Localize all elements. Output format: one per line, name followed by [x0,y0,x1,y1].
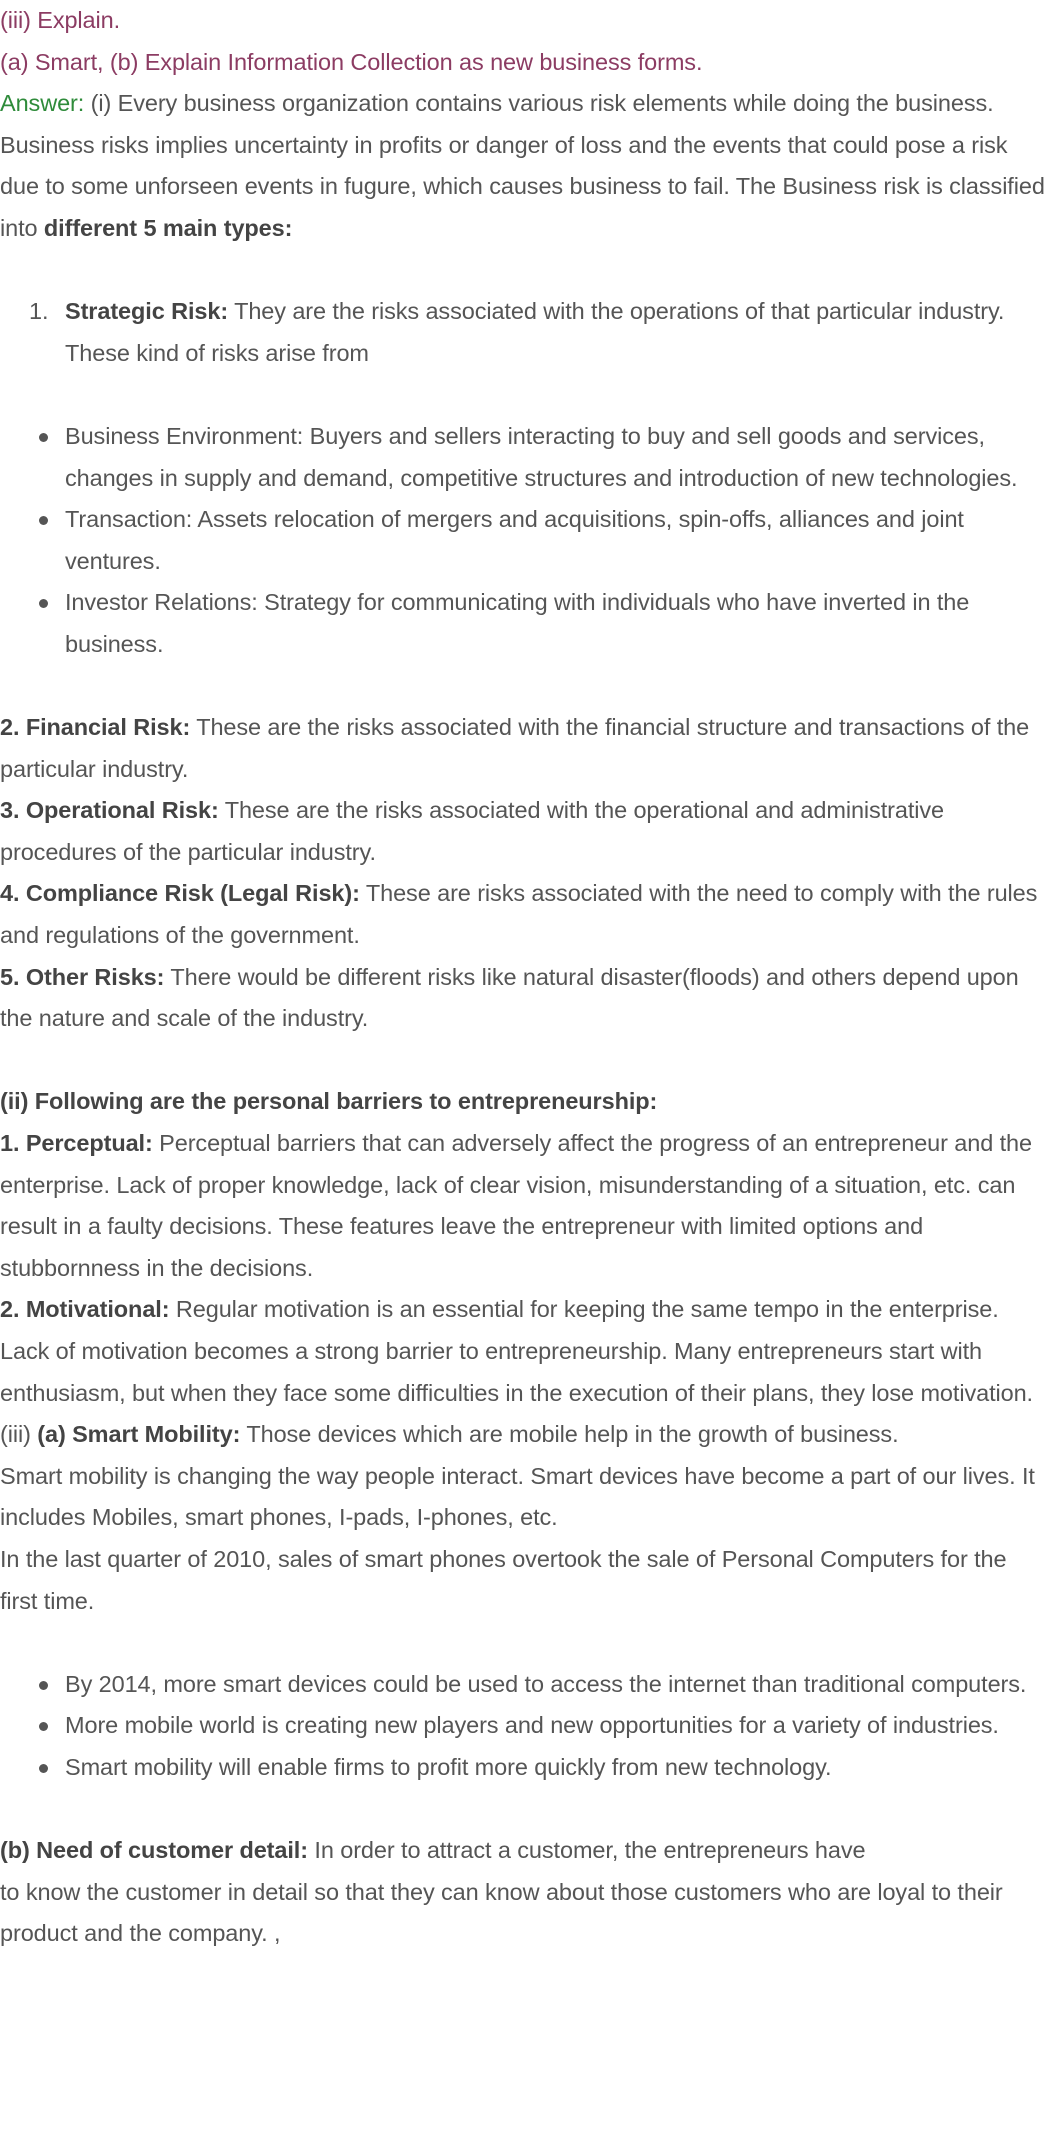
customer-detail-label: (b) Need of customer detail: [0,1837,308,1864]
business-risk-paragraph [0,125,1050,250]
perceptual-text: Perceptual barriers that can adversely affect the progress of an entrepreneur and the enterprise. Lack of proper knowledge, lack of clear vision, misunderstanding of a situation, etc. can result in a faulty decisions. These features leave the entrepreneur with limited options and stubbornness in the decisions. [0,1130,1032,1281]
operational-risk-paragraph [0,790,1050,873]
strategic-risk-label: Strategic Risk: [65,298,229,325]
barriers-heading-text: (ii) Following are the personal barriers to entrepreneurship: [0,1088,658,1115]
smart-mobility-label: (a) Smart Mobility: [37,1421,241,1448]
smart-mobility-paragraph [0,1414,1050,1456]
motivational-paragraph [0,1289,1050,1414]
operational-risk-label: 3. Operational Risk: [0,797,219,824]
answer-label: Answer: [0,90,85,117]
customer-detail-paragraph [0,1830,1050,1872]
strategic-risk-bullets [0,416,1050,666]
compliance-risk-text: These are risks associated with the need to comply with the rules and regulations of the government. [0,880,1038,949]
spacer [0,1040,1050,1082]
barriers-heading [0,1081,1050,1123]
smart-mobility-detail: Smart mobility is changing the way people interact. Smart devices have become a part of our lives. It includes Mobiles, smart phones, I-pads, I-phones, etc. [0,1462,1035,1531]
perceptual-paragraph [0,1123,1050,1289]
list-item: More mobile world is creating new players and new opportunities for a variety of industries. [65,1705,1050,1747]
operational-risk-text: These are the risks associated with the operational and administrative procedures of the particular industry. [0,797,944,865]
customer-detail-continued: to know the customer in detail so that they can know about those customers who are loyal to their product and the company. , [0,1878,1003,1947]
answer-intro [0,83,1050,125]
list-item [29,291,1050,374]
list-number: 1. [29,298,49,325]
risk-types-emphasis: different 5 main types: [43,214,293,241]
smart-mobility-bullets [0,1664,1050,1789]
compliance-risk-label: 4. Compliance Risk (Legal Risk): [0,880,360,907]
other-risks-text: There would be different risks like natural disaster(floods) and others depend upon the nature and scale of the industry. [0,963,1019,1032]
spacer [0,1789,1050,1831]
financial-risk-text: These are the risks associated with the financial structure and transactions of the particular industry. [0,714,1030,782]
motivational-text: Regular motivation is an essential for keeping the same tempo in the enterprise. Lack of motivation becomes a strong barrier to entrepreneurship. Many entrepreneurs start with enthusiasm, but when they face some difficulties in the execution of their plans, they lose motivation. [0,1296,1033,1406]
spacer [0,250,1050,292]
question-text: (a) Smart, (b) Explain Information Collection as new business forms. [0,48,703,75]
smart-phone-sales-paragraph: In the last quarter of 2010, sales of smart phones overtook the sale of Personal Computers for the first time. [0,1545,1007,1614]
list-item: Transaction: Assets relocation of mergers and acquisitions, spin-offs, alliances and joint ventures. [65,499,1050,582]
smart-mobility-text: Those devices which are mobile help in the growth of business. [240,1421,899,1448]
spacer [0,1622,1050,1664]
list-item: By 2014, more smart devices could be used to access the internet than traditional computers. [65,1664,1050,1706]
customer-detail-text: In order to attract a customer, the entrepreneurs have [307,1837,866,1864]
financial-risk-label: 2. Financial Risk: [0,714,191,741]
risk-types-list [0,291,1050,374]
answer-intro-text: (i) Every business organization contains various risk elements while doing the business. [84,90,994,117]
business-risk-text: Business risks implies uncertainty in profits or danger of loss and the events that could pose a risk due to some unforseen events in fugure, which causes business to fail. The Business risk is classified into [0,131,1045,241]
other-risks-paragraph [0,957,1050,1040]
list-item: Business Environment: Buyers and sellers interacting to buy and sell goods and services, changes in supply and demand, competitive structures and introduction of new technologies. [65,416,1050,499]
spacer [0,374,1050,416]
perceptual-label: 1. Perceptual: [0,1130,153,1157]
financial-risk-paragraph [0,707,1050,790]
smart-mobility-prefix: (iii) [0,1421,38,1448]
compliance-risk-paragraph [0,873,1050,956]
motivational-label: 2. Motivational: [0,1296,170,1323]
question-part-label: (iii) Explain. [0,7,121,33]
list-item: Smart mobility will enable firms to profit more quickly from new technology. [65,1747,1050,1789]
other-risks-label: 5. Other Risks: [0,963,165,990]
list-item: Investor Relations: Strategy for communicating with individuals who have inverted in the business. [65,582,1050,665]
spacer [0,666,1050,708]
strategic-risk-text: They are the risks associated with the operations of that particular industry. These kind of risks arise from [65,298,1005,366]
